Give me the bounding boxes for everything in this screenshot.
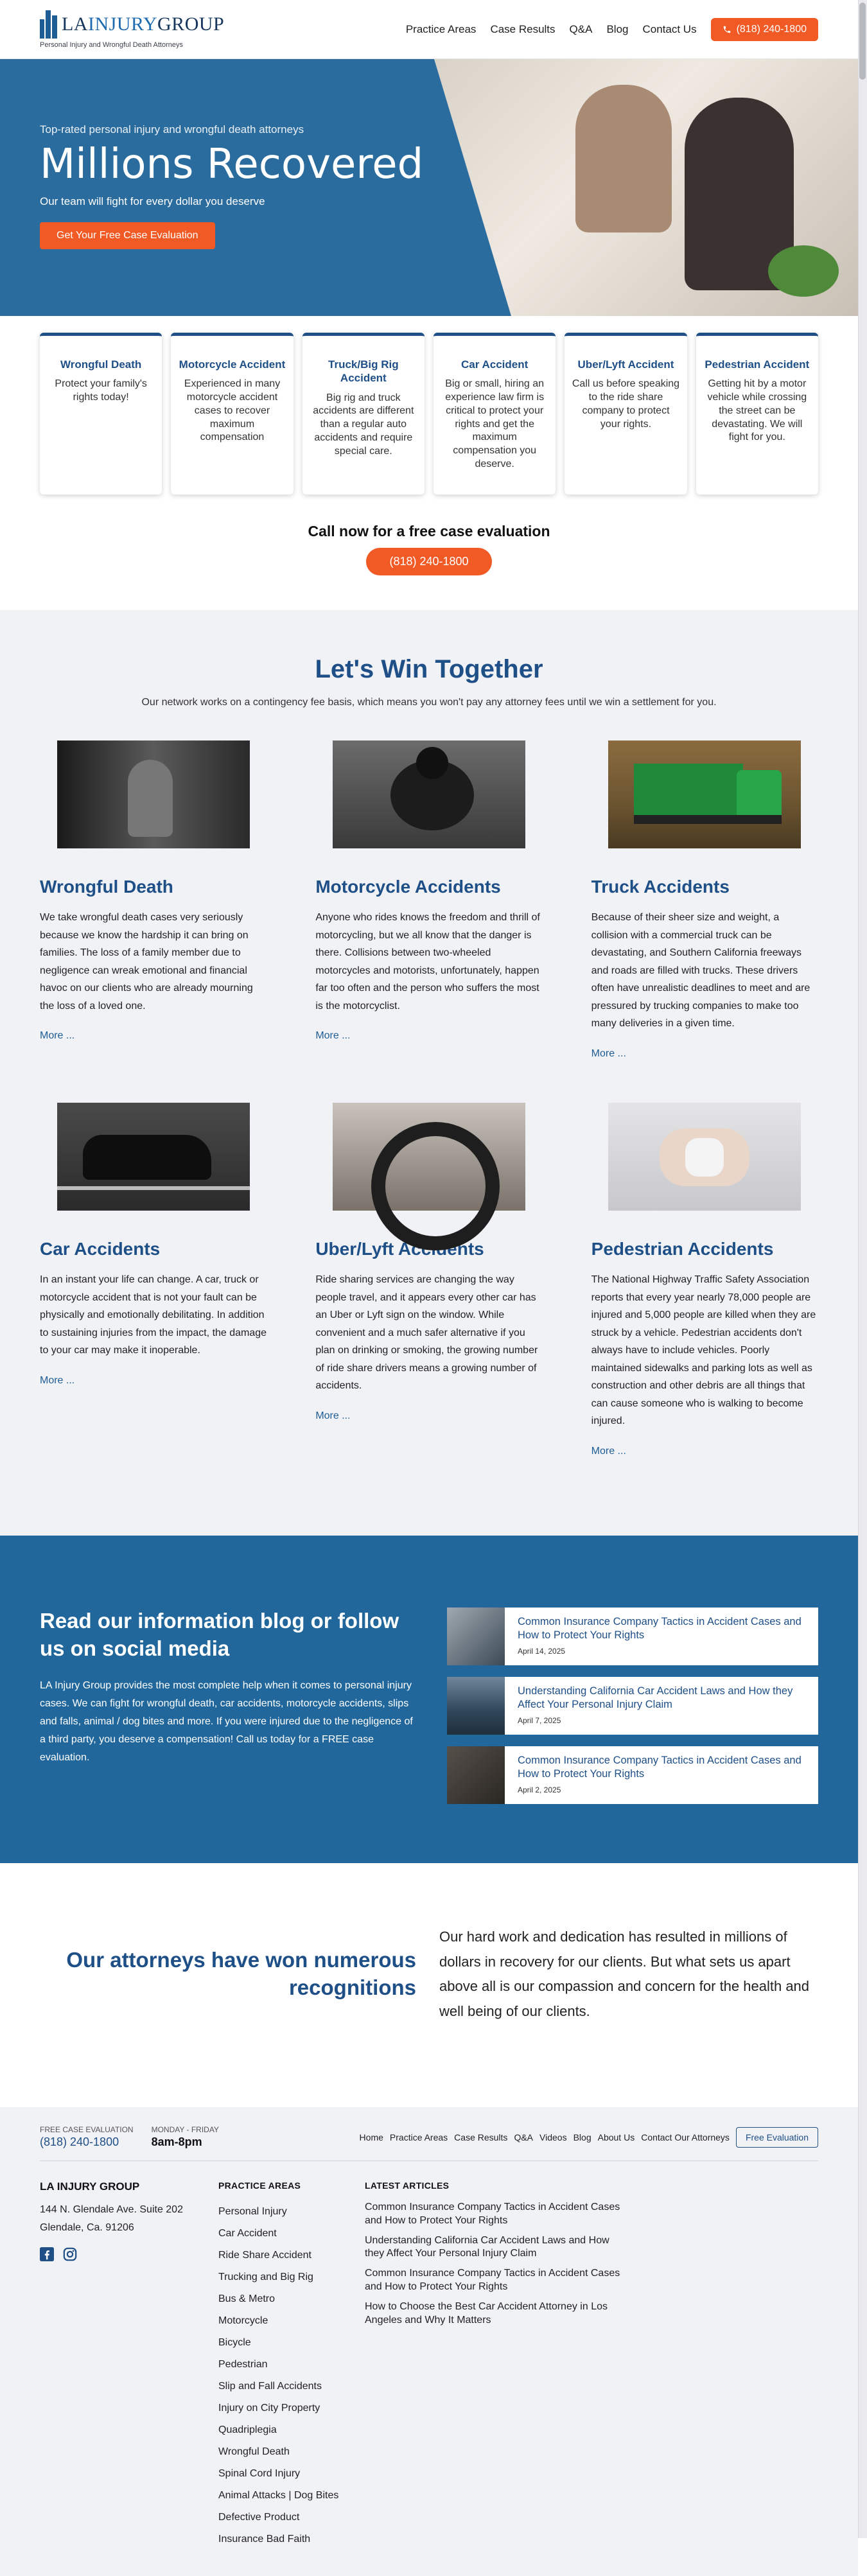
- bandaged-arm-photo: [608, 1103, 801, 1211]
- footer-nav-videos[interactable]: Videos: [539, 2132, 567, 2142]
- nav-contact-us[interactable]: Contact Us: [642, 22, 697, 35]
- logo-tagline: Personal Injury and Wrongful Death Attorneys: [40, 40, 183, 49]
- footer-practice-link[interactable]: Insurance Bad Faith: [218, 2534, 311, 2545]
- footer-practice-link[interactable]: Trucking and Big Rig: [218, 2272, 313, 2282]
- footer-eval[interactable]: [40, 2125, 134, 2149]
- card-text: Big or small, hiring an experience law firm is critical to protect your rights and get the maximum compensation you deserve.: [445, 378, 545, 470]
- phone-icon: [722, 25, 731, 34]
- main-nav: [406, 18, 818, 41]
- footer-article-link[interactable]: How to Choose the Best Car Accident Attorney in Los Angeles and Why It Matters: [365, 2300, 608, 2326]
- card-title: Motorcycle Accident: [179, 358, 286, 371]
- footer-company: [40, 2180, 218, 2550]
- practice-item-text: Anyone who rides knows the freedom and thrill of motorcycling, but we all know that the danger is there. Collisions between two-wheeled motorcycles and motorists, unfortunately, happen far too often and the person who suffers the most is the motorcyclist.: [315, 912, 540, 1012]
- blog-post-title[interactable]: Common Insurance Company Tactics in Accident Cases and How to Protect Your Rights: [518, 1755, 801, 1780]
- hero-couple-photo: [434, 59, 858, 316]
- practice-item-wrongful-death: [40, 740, 267, 1103]
- card-pedestrian-accident[interactable]: [696, 333, 818, 495]
- hero-subtitle: Our team will fight for every dollar you deserve: [40, 195, 265, 207]
- recognition-text: Our hard work and dedication has resulted in millions of dollars in recovery for our clients. But what sets us apart above all is our compassion and concern for the health and well being of our clients.: [439, 1929, 810, 2019]
- car-photo: [57, 1103, 250, 1211]
- practice-item-text: In an instant your life can change. A car, truck or motorcycle accident that is not your fault can be physically and emotionally debilitating. In addition to sustaining injuries from the impact, the damage to your car may make it inoperable.: [40, 1274, 267, 1356]
- footer-practice-link[interactable]: Quadriplegia: [218, 2424, 277, 2435]
- header-phone-label: (818) 240-1800: [736, 23, 807, 35]
- practice-item-truck: [591, 740, 818, 1103]
- card-text: Big rig and truck accidents are different than a regular auto accidents and require special care.: [313, 392, 414, 457]
- practice-item-text: We take wrongful death cases very seriously because we know the hardship it can bring on families. The loss of a family member due to negligence can wreak emotional and financial havoc on our clients who are already mourning the loss of a loved one.: [40, 912, 253, 1012]
- blog-post[interactable]: [447, 1677, 818, 1735]
- truck-photo: [608, 740, 801, 848]
- card-text: Getting hit by a motor vehicle while crossing the street can be devastating. We will fight for you.: [707, 378, 807, 443]
- practice-title: Let's Win Together: [315, 655, 543, 683]
- practice-item-title: Uber/Lyft Accidents: [315, 1239, 484, 1259]
- wrongful-death-photo: [57, 740, 250, 848]
- footer-nav-contact[interactable]: Contact Our Attorneys: [641, 2132, 730, 2142]
- call-now: [0, 523, 858, 575]
- footer-practice-link[interactable]: Pedestrian: [218, 2359, 268, 2370]
- practice-intro: Our network works on a contingency fee basis, which means you won't pay any attorney fees until we win a settlement for you.: [141, 697, 717, 708]
- blog-thumbnail: [447, 1677, 505, 1735]
- footer-practice-link[interactable]: Animal Attacks | Dog Bites: [218, 2490, 339, 2501]
- page-scrollbar[interactable]: [858, 0, 867, 2538]
- logo-wordmark: LAINJURYGROUP: [62, 13, 225, 35]
- footer-practice-heading: PRACTICE AREAS: [218, 2180, 301, 2191]
- footer-hours-value: 8am-8pm: [151, 2135, 202, 2148]
- footer-nav-practice-areas[interactable]: Practice Areas: [389, 2132, 448, 2142]
- card-wrongful-death[interactable]: [40, 333, 162, 495]
- footer-practice-link[interactable]: Defective Product: [218, 2512, 300, 2523]
- site-footer: [0, 2107, 858, 2576]
- card-text: Experienced in many motorcycle accident cases to recover maximum compensation: [184, 378, 281, 443]
- logo[interactable]: [40, 10, 224, 49]
- blog-post-date: April 2, 2025: [518, 1785, 561, 1794]
- blog-post-title[interactable]: Understanding California Car Accident Laws and How they Affect Your Personal Injury Claim: [518, 1685, 793, 1711]
- footer-article-link[interactable]: Common Insurance Company Tactics in Accident Cases and How to Protect Your Rights: [365, 2268, 620, 2292]
- motorcycle-photo: [333, 740, 525, 848]
- steering-wheel-photo: [333, 1103, 525, 1211]
- card-title: Car Accident: [461, 358, 529, 371]
- blog-post[interactable]: [447, 1608, 818, 1665]
- card-car-accident[interactable]: [434, 333, 556, 495]
- card-text: Protect your family's rights today!: [55, 378, 147, 403]
- footer-nav-qa[interactable]: Q&A: [514, 2132, 534, 2142]
- footer-address-line-2: Glendale, Ca. 91206: [40, 2222, 134, 2233]
- footer-practice-link[interactable]: Bicycle: [218, 2337, 251, 2348]
- more-link[interactable]: More ...: [40, 1030, 75, 1042]
- practice-item-uber-lyft: [315, 1103, 542, 1465]
- practice-cards: [0, 333, 858, 495]
- card-text: Call us before speaking to the ride share company to protect your rights.: [572, 378, 680, 430]
- footer-practice-link[interactable]: Injury on City Property: [218, 2403, 320, 2414]
- card-title: Wrongful Death: [60, 358, 142, 371]
- footer-eval-label: FREE CASE EVALUATION: [40, 2125, 134, 2134]
- practice-item-title: Wrongful Death: [40, 877, 173, 897]
- footer-nav-about-us[interactable]: About Us: [597, 2132, 635, 2142]
- footer-practice-link[interactable]: Personal Injury: [218, 2206, 287, 2217]
- practice-item-motorcycle: [315, 740, 542, 1103]
- more-link[interactable]: More ...: [315, 1030, 351, 1042]
- recognition-title: Our attorneys have won numerous recognitions: [66, 1948, 416, 1999]
- more-link[interactable]: More ...: [40, 1374, 75, 1386]
- footer-hours-label: MONDAY - FRIDAY: [151, 2125, 219, 2134]
- blog-thumbnail: [447, 1746, 505, 1804]
- nav-practice-areas[interactable]: Practice Areas: [405, 22, 477, 35]
- more-link[interactable]: More ...: [591, 1047, 626, 1059]
- blog-section: [0, 1536, 858, 1863]
- card-title: Uber/Lyft Accident: [577, 358, 674, 371]
- card-uber-lyft-accident[interactable]: [565, 333, 687, 495]
- hero-cta-button[interactable]: Get Your Free Case Evaluation: [40, 222, 215, 249]
- footer-latest-articles: [365, 2180, 628, 2550]
- practice-section: [0, 610, 858, 1536]
- card-truck-accident[interactable]: [302, 333, 425, 495]
- practice-item-text: Ride sharing services are changing the way people travel, and it appears every other car has an Uber or Lyft sign on the window. While convenient and a much safer alternative if you plan on drinking or smoking, the growing number of ride share drivers means a growing number of accidents.: [315, 1274, 538, 1392]
- blog-thumbnail: [447, 1608, 505, 1665]
- more-link[interactable]: More ...: [315, 1410, 351, 1421]
- blog-post[interactable]: [447, 1746, 818, 1804]
- footer-eval-phone[interactable]: (818) 240-1800: [40, 2135, 119, 2148]
- practice-item-text: The National Highway Traffic Safety Association reports that every year nearly 78,000 people are injured and 5,000 people are killed when they are struck by a vehicle. Pedestrian accidents don't always have to include vehicles. Poorly maintained sidewalks and parking lots as well as construction and other debris are all things that can cause someone who is walking to become injured.: [591, 1274, 816, 1427]
- footer-nav: [360, 2127, 818, 2148]
- footer-practice-link[interactable]: Wrongful Death: [218, 2446, 290, 2457]
- hero-title: Millions Recovered: [40, 141, 424, 188]
- practice-item-pedestrian: [591, 1103, 818, 1465]
- logo-buildings-icon: [40, 10, 58, 39]
- practice-item-title: Car Accidents: [40, 1239, 161, 1259]
- blog-post-date: April 7, 2025: [518, 1715, 561, 1725]
- site-header: [0, 0, 858, 59]
- footer-hours: [152, 2125, 219, 2149]
- call-now-phone-button[interactable]: (818) 240-1800: [366, 548, 491, 575]
- scrollbar-thumb[interactable]: [859, 3, 866, 80]
- footer-company-name: LA INJURY GROUP: [40, 2180, 140, 2193]
- footer-article-link[interactable]: Understanding California Car Accident Laws and How they Affect Your Personal Injury Claim: [365, 2234, 609, 2259]
- practice-item-text: Because of their sheer size and weight, a collision with a commercial truck can be devastating, and Southern California freeways and roads are filled with trucks. These drivers often have unrealistic deadlines to meet and are pressured by trucking companies to make too many deliveries in a given time.: [591, 912, 810, 1030]
- more-link[interactable]: More ...: [591, 1445, 626, 1457]
- footer-practice-link[interactable]: Ride Share Accident: [218, 2250, 311, 2261]
- footer-article-link[interactable]: Common Insurance Company Tactics in Accident Cases and How to Protect Your Rights: [365, 2202, 620, 2226]
- facebook-icon[interactable]: [40, 2247, 54, 2261]
- instagram-icon[interactable]: [63, 2247, 77, 2261]
- blog-post-list: [447, 1608, 818, 1804]
- card-motorcycle-accident[interactable]: [171, 333, 293, 495]
- practice-item-title: Motorcycle Accidents: [315, 877, 501, 897]
- footer-free-evaluation-button[interactable]: Free Evaluation: [736, 2127, 818, 2148]
- practice-item-car: [40, 1103, 267, 1465]
- header-phone-button[interactable]: [711, 18, 818, 41]
- blog-title: Read our information blog or follow us on social media: [40, 1609, 399, 1660]
- footer-practice-areas: [218, 2180, 365, 2550]
- practice-item-title: Pedestrian Accidents: [591, 1239, 774, 1259]
- footer-address-line-1: 144 N. Glendale Ave. Suite 202: [40, 2204, 183, 2215]
- blog-post-date: April 14, 2025: [518, 1646, 566, 1656]
- blog-text: LA Injury Group provides the most complete help when it comes to personal injury cases. We can fight for wrongful death, car accidents, motorcycle accidents, slips and falls, animal / dog bites and more. If you were injured due to the negligence of a third party, you deserve a compensation! Call us today for a FREE case evaluation.: [40, 1679, 413, 1763]
- practice-item-title: Truck Accidents: [591, 877, 730, 897]
- blog-post-title[interactable]: Common Insurance Company Tactics in Accident Cases and How to Protect Your Rights: [518, 1616, 801, 1642]
- card-title: Truck/Big Rig Accident: [328, 358, 399, 385]
- nav-case-results[interactable]: Case Results: [490, 22, 556, 35]
- footer-practice-link[interactable]: Motorcycle: [218, 2315, 268, 2326]
- footer-nav-blog[interactable]: Blog: [573, 2132, 591, 2142]
- nav-blog[interactable]: Blog: [606, 22, 629, 35]
- footer-nav-home[interactable]: Home: [359, 2132, 383, 2142]
- footer-practice-link[interactable]: Car Accident: [218, 2228, 277, 2239]
- nav-qa[interactable]: Q&A: [569, 22, 593, 35]
- footer-practice-link[interactable]: Spinal Cord Injury: [218, 2468, 301, 2479]
- card-title: Pedestrian Accident: [705, 358, 810, 371]
- hero-eyebrow: Top-rated personal injury and wrongful death attorneys: [40, 123, 304, 136]
- footer-practice-link[interactable]: Bus & Metro: [218, 2293, 276, 2304]
- hero-banner: [0, 59, 858, 316]
- recognition-section: [0, 1863, 858, 2107]
- footer-practice-link[interactable]: Slip and Fall Accidents: [218, 2381, 322, 2392]
- footer-nav-case-results[interactable]: Case Results: [454, 2132, 508, 2142]
- footer-articles-heading: LATEST ARTICLES: [365, 2180, 450, 2191]
- call-now-heading: Call now for a free case evaluation: [308, 523, 550, 539]
